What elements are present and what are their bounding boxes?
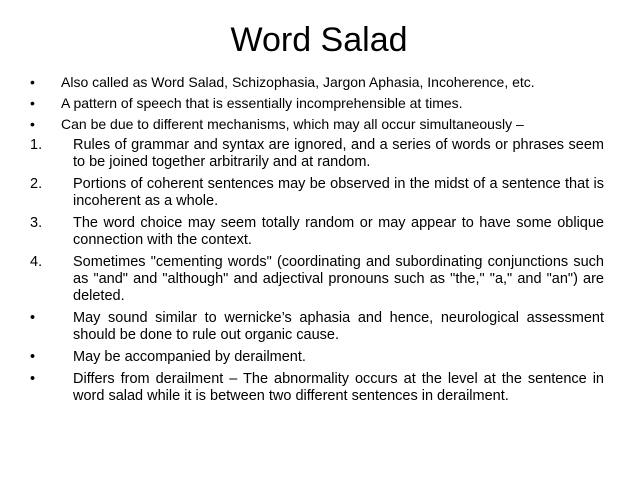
list-item [30,116,604,133]
list-item [30,371,604,405]
number-marker: 3. [30,215,43,231]
slide-title: Word Salad [230,21,408,59]
list-item-text: Sometimes "cementing words" (coordinating and subordinating conjunctions such as "and" and "although" and adjectival pronouns such as "the," "a," and "an") are deleted. [73,254,604,304]
list-item-text: Differs from derailment – The abnormality occurs at the level at the sentence in word salad while it is between two different sentences in derailment. [73,371,604,404]
bullet-marker: • [30,74,35,90]
list-item [30,215,604,249]
bullet-marker: • [30,371,36,387]
list-item-text: A pattern of speech that is essentially incomprehensible at times. [61,95,463,111]
list-item-text: Also called as Word Salad, Schizophasia, Jargon Aphasia, Incoherence, etc. [61,74,535,90]
list-item [30,95,604,112]
list-item-text: Rules of grammar and syntax are ignored, and a series of words or phrases seem to be joined together arbitrarily and at random. [73,137,604,170]
bullet-marker: • [30,349,36,365]
list-item [30,74,604,91]
list-item [30,310,604,344]
list-item-text: Portions of coherent sentences may be observed in the midst of a sentence that is incoherent as a whole. [73,176,604,209]
list-item-text: May sound similar to wernicke’s aphasia and hence, neurological assessment should be done to rule out organic cause. [73,310,604,343]
number-marker: 1. [30,137,43,153]
bullet-marker: • [30,95,35,111]
list-item [30,349,604,366]
bullet-marker: • [30,310,36,326]
list-item [30,137,604,171]
list-item [30,176,604,210]
bullet-marker: • [30,116,35,132]
bullet-list [30,74,604,410]
list-item-text: May be accompanied by derailment. [73,349,306,365]
list-item [30,254,604,305]
list-item-text: Can be due to different mechanisms, which may all occur simultaneously – [61,116,524,132]
list-item-text: The word choice may seem totally random or may appear to have some oblique connection with the context. [73,215,604,248]
number-marker: 2. [30,176,43,192]
number-marker: 4. [30,254,43,270]
